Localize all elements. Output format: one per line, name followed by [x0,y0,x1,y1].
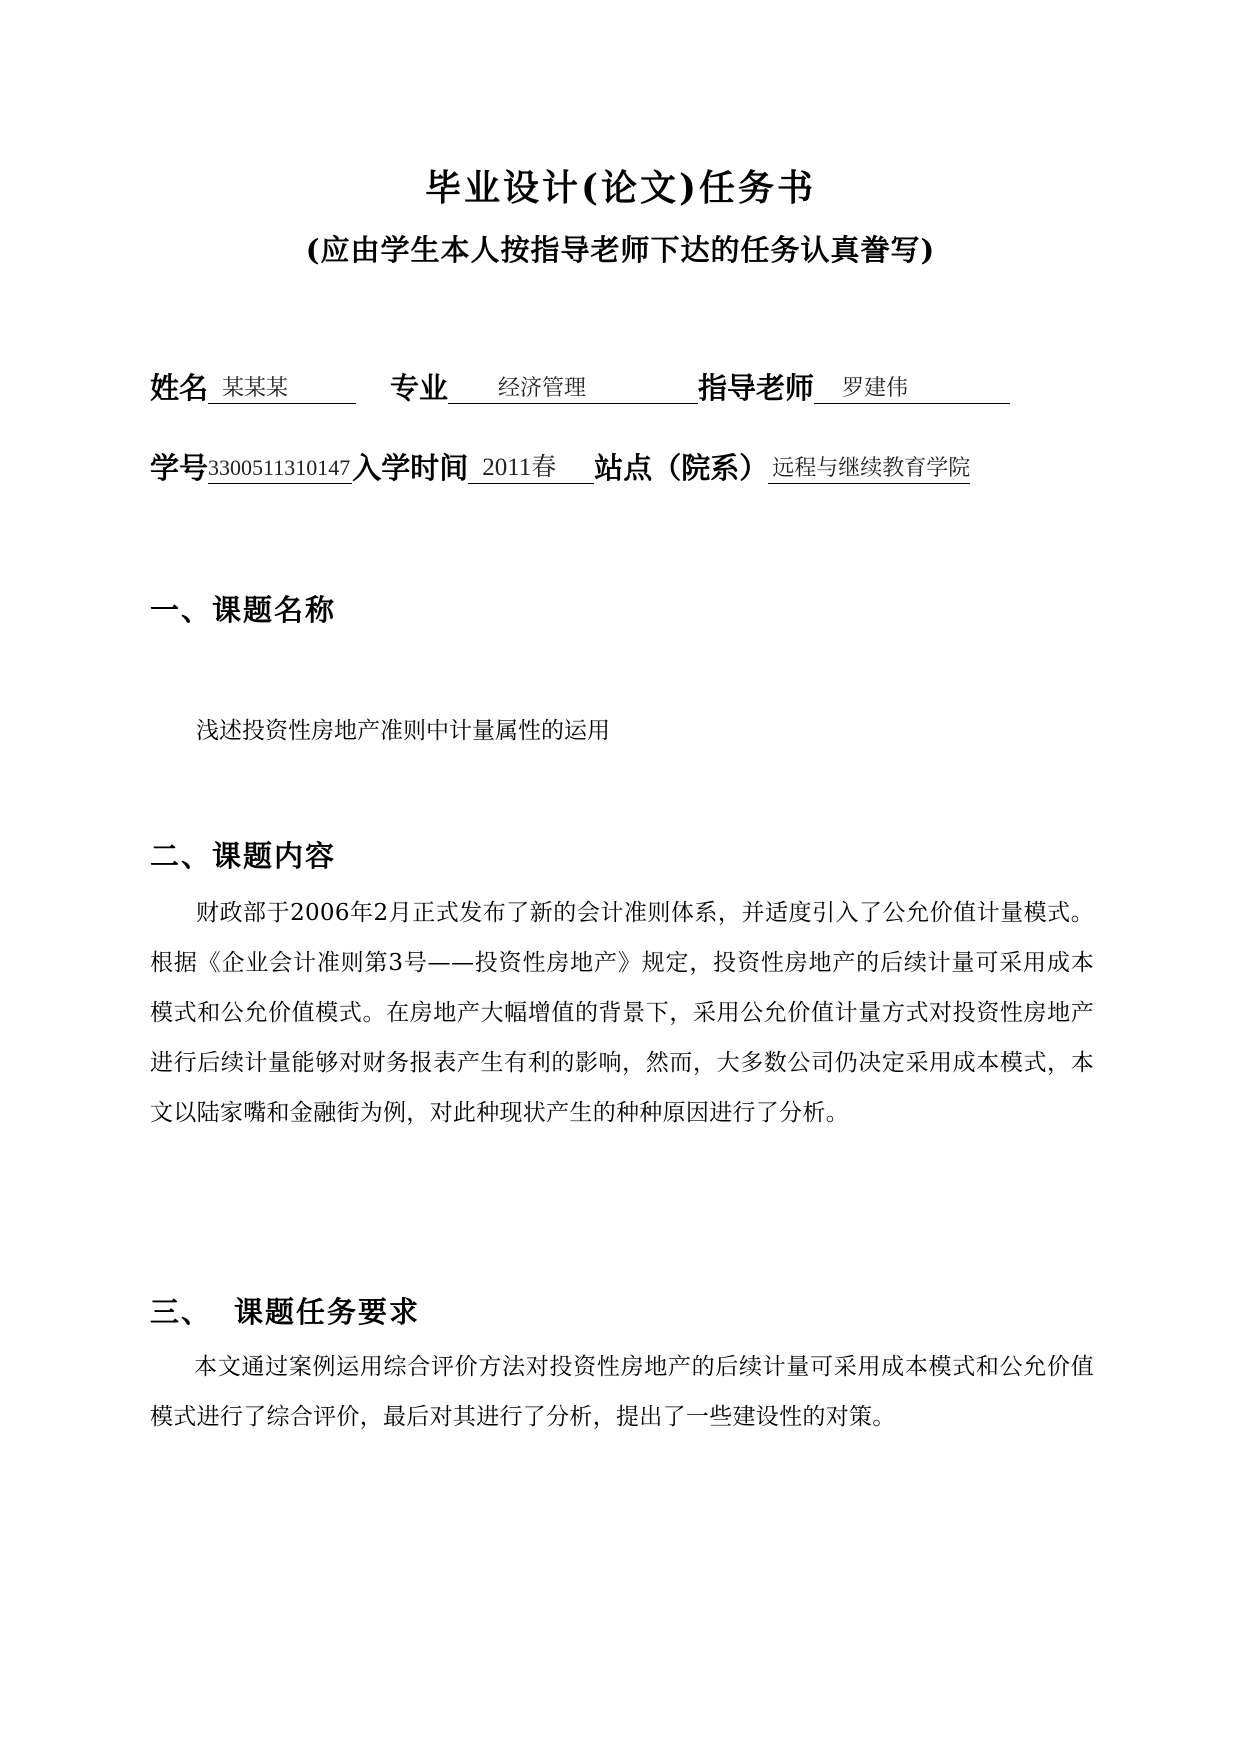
enrollment-field: 2011春 [468,453,594,484]
enrollment-label: 入学时间 [352,451,469,485]
student-info-row-2 [150,448,970,488]
student-id-label: 学号 [150,451,209,485]
major-label: 专业 [390,371,449,405]
requirements-heading [150,1290,420,1331]
student-id-field: 3300511310147 [208,453,352,484]
site-field: 远程与继续教育学院 [768,453,970,484]
requirements-heading-text: 课题任务要求 [234,1295,421,1329]
requirements-heading-number: 三、 [150,1295,213,1329]
requirements-paragraph: 本文通过案例运用综合评价方法对投资性房地产的后续计量可采用成本模式和公允价值模式进行了综合评价，最后对其进行了分析，提出了一些建设性的对策。 [150,1354,1094,1430]
name-field: 某某某 [208,373,356,404]
document-subtitle: (应由学生本人按指导老师下达的任务认真誊写) [305,233,936,267]
name-label: 姓名 [150,371,209,405]
content-paragraph: 财政部于2006年2月正式发布了新的会计准则体系，并适度引入了公允价值计量模式。根据《企业会计准则第3号——投资性房地产》规定，投资性房地产的后续计量可采用成本模式和公允价值模式。在房地产大幅增值的背景下，采用公允价值计量方式对投资性房地产进行后续计量能够对财务报表产生有利的影响，然而，大多数公司仍决定采用成本模式，本文以陆家嘴和金融街为例，对此种现状产生的种种原因进行了分析。 [150,900,1094,1126]
topic-text: 浅述投资性房地产准则中计量属性的运用 [196,718,610,744]
site-label: 站点（院系） [594,451,769,485]
major-field: 经济管理 [448,373,698,404]
student-info-row-1 [150,368,1010,408]
advisor-field: 罗建伟 [814,373,1010,404]
document-title: 毕业设计(论文)任务书 [424,167,817,209]
topic-heading: 一、课题名称 [150,593,337,627]
advisor-label: 指导老师 [698,371,815,405]
content-heading: 二、课题内容 [150,839,337,873]
